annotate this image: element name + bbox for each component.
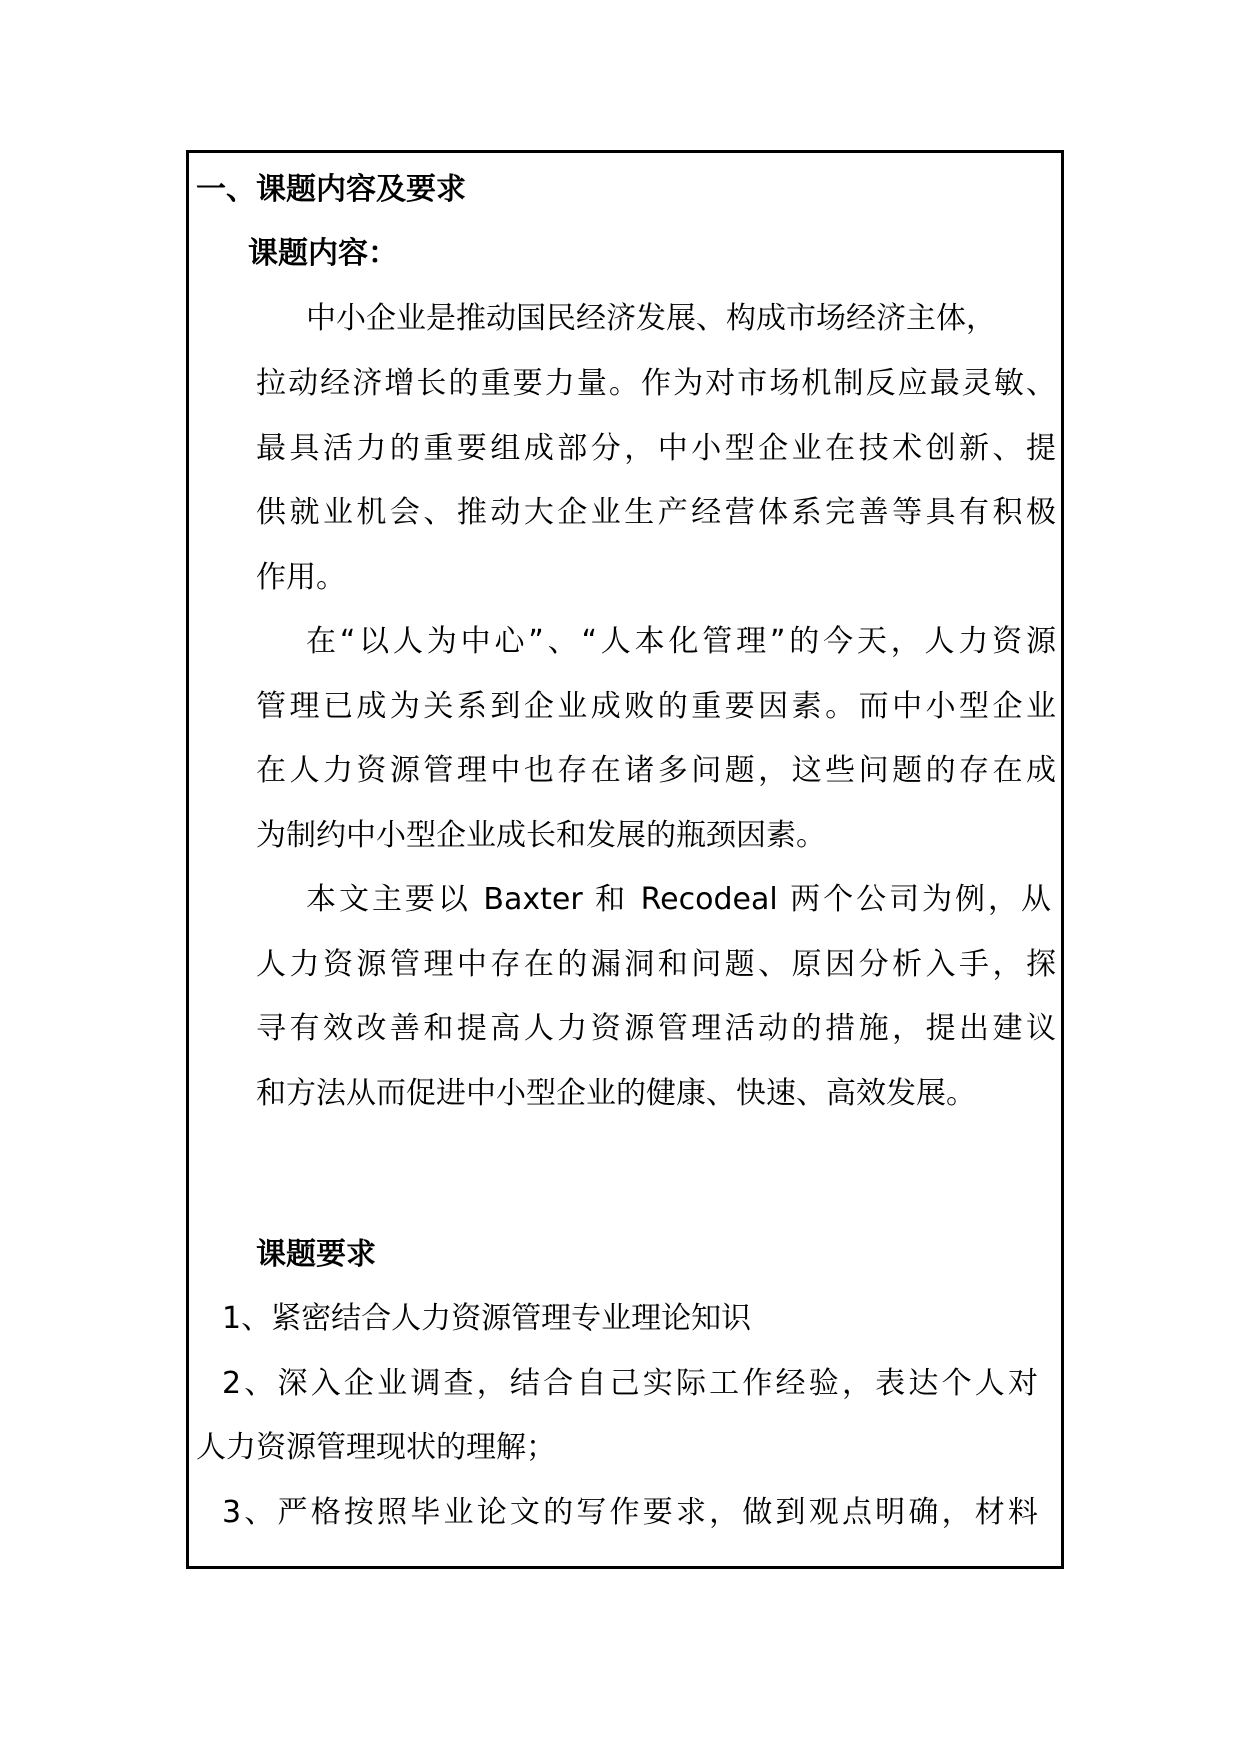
paragraph-2-line-4: 为制约中小型企业成长和发展的瓶颈因素。 xyxy=(256,818,826,853)
content-title: 课题内容： xyxy=(248,236,398,271)
requirements-title: 课题要求 xyxy=(256,1237,376,1272)
requirement-item-3: 3、严格按照毕业论文的写作要求，做到观点明确，材料 xyxy=(222,1495,1038,1530)
paragraph-1-line-3: 最具活力的重要组成部分，中小型企业在技术创新、提 xyxy=(256,431,1056,466)
paragraph-2-line-3: 在人力资源管理中也存在诸多问题，这些问题的存在成 xyxy=(256,753,1056,788)
paragraph-3-line-2: 人力资源管理中存在的漏洞和问题、原因分析入手，探 xyxy=(256,947,1056,982)
paragraph-1-line-4: 供就业机会、推动大企业生产经营体系完善等具有积极 xyxy=(256,495,1056,530)
requirement-item-1: 1、紧密结合人力资源管理专业理论知识 xyxy=(222,1301,752,1336)
requirement-item-2: 2、深入企业调查，结合自己实际工作经验，表达个人对 xyxy=(222,1366,1038,1401)
paragraph-2-line-1: 在“以人为中心”、“人本化管理”的今天，人力资源 xyxy=(306,624,1056,659)
paragraph-1-line-2: 拉动经济增长的重要力量。作为对市场机制反应最灵敏、 xyxy=(256,366,1056,401)
paragraph-3-line-1: 本文主要以 Baxter 和 Recodeal 两个公司为例，从 xyxy=(306,882,1051,917)
paragraph-1-line-1: 中小企业是推动国民经济发展、构成市场经济主体， xyxy=(306,301,996,336)
paragraph-1-line-5: 作用。 xyxy=(256,560,346,595)
paragraph-3-line-4: 和方法从而促进中小型企业的健康、快速、高效发展。 xyxy=(256,1076,976,1111)
section-heading: 一、课题内容及要求 xyxy=(196,172,466,207)
requirement-item-2-continued: 人力资源管理现状的理解； xyxy=(196,1430,556,1465)
content-frame xyxy=(186,150,1064,1569)
paragraph-2-line-2: 管理已成为关系到企业成败的重要因素。而中小型企业 xyxy=(256,689,1056,724)
paragraph-3-line-3: 寻有效改善和提高人力资源管理活动的措施，提出建议 xyxy=(256,1011,1056,1046)
